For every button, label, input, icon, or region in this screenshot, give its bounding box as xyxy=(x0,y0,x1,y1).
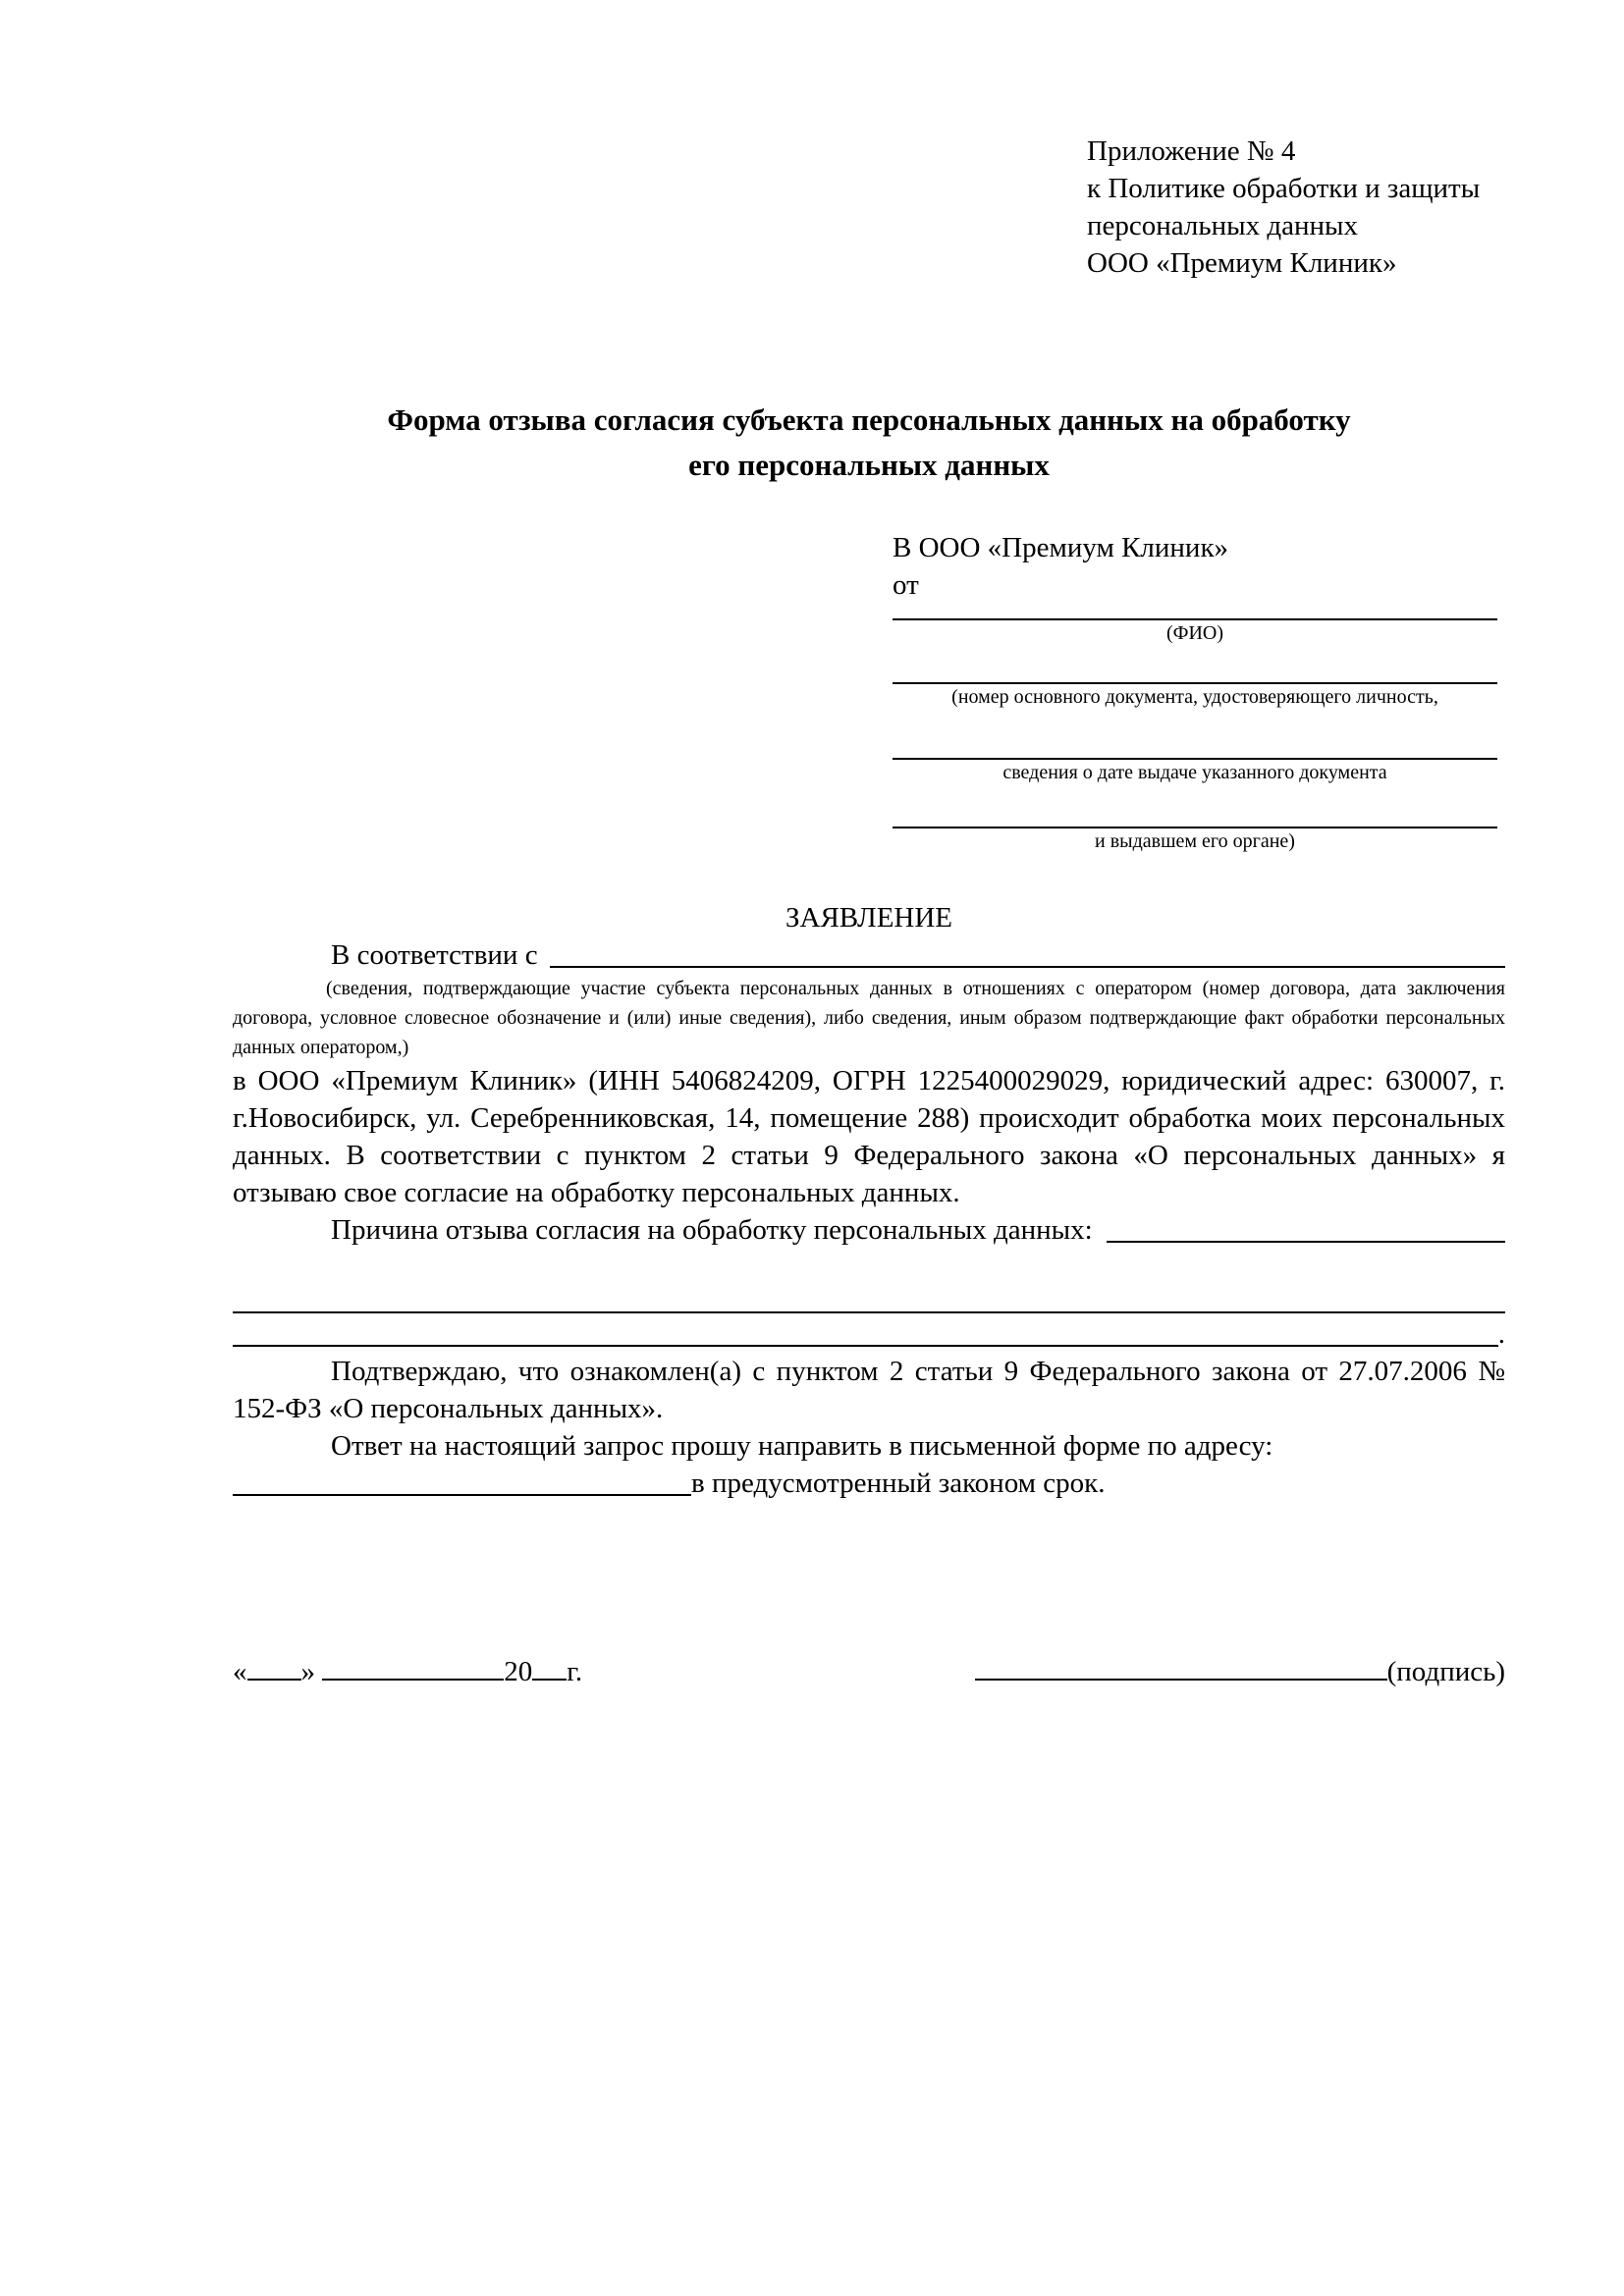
doc-date-blank-line xyxy=(893,710,1497,760)
appendix-line: персональных данных xyxy=(1087,210,1359,241)
addressee-org: В ООО «Премиум Клиник» xyxy=(893,532,1229,563)
date-signature-row xyxy=(233,1649,1505,1690)
reason-extra-blank-line-2-rule xyxy=(233,1345,1498,1347)
close-quote: » xyxy=(300,1656,315,1687)
response-suffix: в предусмотренный законом срок. xyxy=(691,1468,1106,1499)
day-blank-line xyxy=(247,1649,301,1681)
year-prefix: 20 xyxy=(504,1656,533,1687)
body-paragraph: в ООО «Премиум Клиник» (ИНН 5406824209, ОГРН 1225400029029, юридический адрес: 630007, г. г.Новосибирск, ул. Серебренниковская, 14, помещение 288) происходит обработка моих персональных данных. В соответствии с пунктом 2 статьи 9 Федерального закона «О персональных данных» я отзываю свое согласие на обработку персональных данных. xyxy=(233,1065,1505,1208)
statement-heading: ЗАЯВЛЕНИЕ xyxy=(785,902,953,934)
addressee-from-label: от xyxy=(893,569,919,601)
fio-caption: (ФИО) xyxy=(1165,622,1223,644)
appendix-line: Приложение № 4 xyxy=(1087,135,1296,167)
period-after-blank: . xyxy=(1497,1318,1505,1350)
reason-label: Причина отзыва согласия на обработку персональных данных: xyxy=(331,1214,1093,1246)
doc-number-caption: (номер основного документа, удостоверяющего личность, xyxy=(951,686,1438,708)
form-title xyxy=(233,398,1505,488)
reason-blank-line xyxy=(1107,1241,1505,1243)
doc-date-caption: сведения о дате выдаче указанного документа xyxy=(1002,762,1387,783)
response-request-paragraph: Ответ на настоящий запрос прошу направить в письменной форме по адресу: xyxy=(331,1430,1273,1462)
form-title-line1: Форма отзыва согласия субъекта персональных данных на обработку xyxy=(387,402,1351,437)
response-address-row xyxy=(233,1465,1505,1502)
reason-extra-blank-line-2 xyxy=(233,1313,1505,1353)
doc-issuer-blank-line xyxy=(893,785,1497,828)
year-blank-line xyxy=(532,1649,567,1681)
appendix-note xyxy=(1087,133,1505,282)
reason-extra-blank-line-1 xyxy=(233,1274,1505,1313)
basis-caption: (сведения, подтверждающие участие субъекта персональных данных в отношениях с оператором (номер договора, дата заключения договора, условное словесное обозначение и (или) иные сведения), либо сведения, иным образом подтверждающие факт обработки персональных данных оператором,) xyxy=(233,978,1505,1058)
confirmation-paragraph: Подтверждаю, что ознакомлен(а) с пунктом 2 статьи 9 Федерального закона от 27.07.2006 № 152-ФЗ «О персональных данных». xyxy=(233,1356,1505,1424)
fio-blank-line xyxy=(893,604,1497,620)
response-address-blank-line xyxy=(233,1494,691,1496)
year-suffix: г. xyxy=(567,1656,583,1687)
basis-prefix: В соответствии с xyxy=(331,939,538,971)
basis-row xyxy=(233,936,1505,974)
date-line xyxy=(233,1649,582,1690)
appendix-line: к Политике обработки и защиты xyxy=(1087,173,1481,204)
basis-blank-line xyxy=(550,966,1505,968)
open-quote: « xyxy=(233,1656,247,1687)
reason-row xyxy=(233,1211,1505,1249)
signature-caption: (подпись) xyxy=(1386,1656,1505,1687)
appendix-line: ООО «Премиум Клиник» xyxy=(1087,247,1397,279)
signature-blank-line xyxy=(975,1649,1387,1681)
form-title-line2: его персональных данных xyxy=(688,448,1050,482)
addressee-block xyxy=(893,529,1497,854)
month-blank-line xyxy=(322,1649,504,1681)
doc-issuer-caption: и выдавшем его органе) xyxy=(1095,830,1295,852)
signature-line xyxy=(975,1649,1505,1690)
doc-number-blank-line xyxy=(893,646,1497,684)
